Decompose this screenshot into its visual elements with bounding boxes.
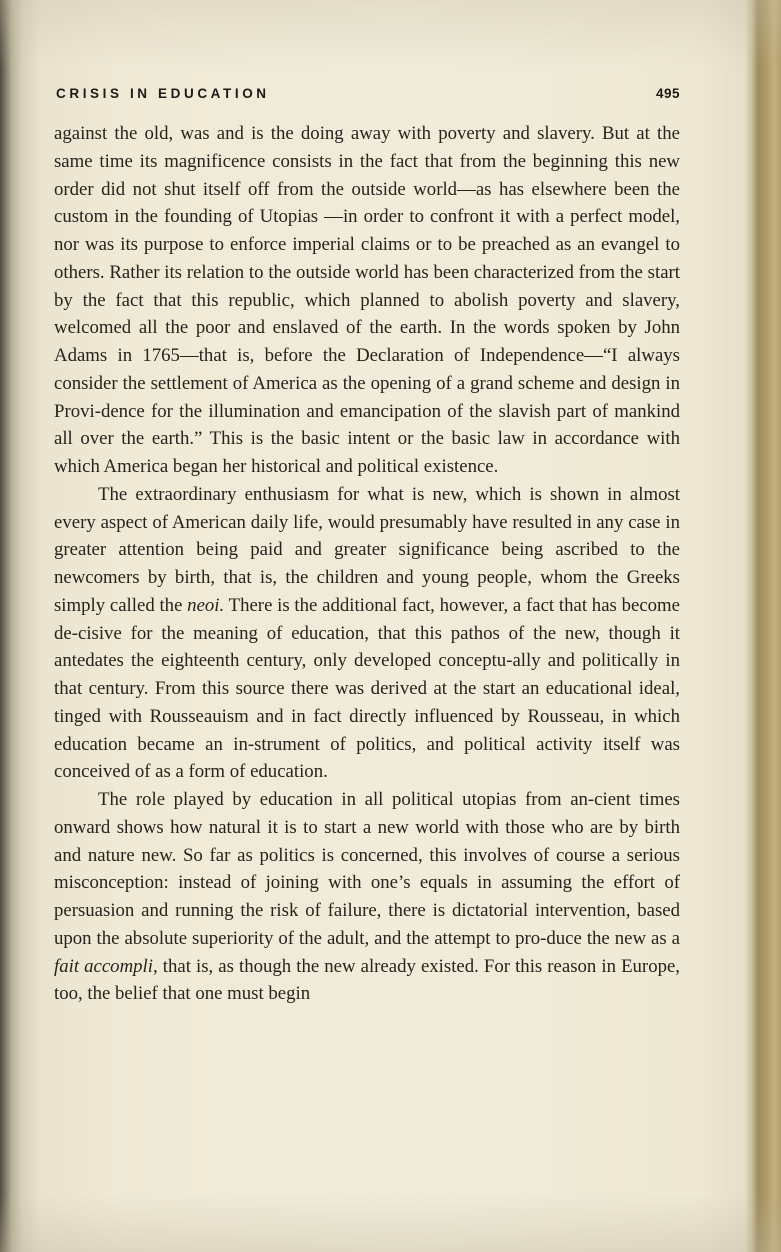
body-text [54, 120, 680, 1008]
paragraph-3-text-end: that is, as though the new already existed. For this reason in Europe, too, the belief that one must begin [54, 955, 681, 1005]
paragraph-3 [54, 786, 680, 1008]
paragraph-2-text-end: There is the additional fact, however, a fact that has become de-cisive for the meaning of education, that this pathos of the new, though it antedates the eighteenth century, only developed conceptu-ally and politically in that century. From this source there was derived at the start an educational ideal, tinged with Rousseauism and in fact directly influenced by Rousseau, in which education became an in-strument of politics, and political activity itself was conceived of as a form of education. [54, 594, 680, 783]
italic-term-neoi: neoi. [187, 594, 225, 616]
paragraph-1: against the old, was and is the doing away with poverty and slavery. But at the same time its magnificence consists in the fact that from the beginning this new order did not shut itself off from the outside world—as has elsewhere been the custom in the founding of Utopias —in order to confront it with a perfect model, nor was its purpose to enforce imperial claims or to be preached as an evangel to others. Rather its relation to the outside world has been characterized from the start by the fact that this republic, which planned to abolish poverty and slavery, welcomed all the poor and enslaved of the earth. In the words spoken by John Adams in 1765—that is, before the Declaration of Independence—“I always consider the settlement of America as the opening of a grand scheme and design in Provi-dence for the illumination and emancipation of the slavish part of mankind all over the earth.” This is the basic intent or the basic law in accordance with which America began her historical and political existence. [54, 123, 680, 477]
italic-term-fait-accompli: fait accompli, [54, 955, 158, 977]
paragraph-3-text-start: The role played by education in all political utopias from an-cient times onward shows how natural it is to start a new world with those who are by birth and nature new. So far as politics is concerned, this involves of course a serious misconception: instead of joining with one’s equals in assuming the effort of persuasion and running the risk of failure, there is dictatorial intervention, based upon the absolute superiority of the adult, and the attempt to pro-duce the new as a [54, 789, 680, 949]
page-number: 495 [655, 86, 680, 101]
running-head: CRISIS IN EDUCATION [56, 86, 270, 101]
page-header [56, 86, 684, 108]
paragraph-2 [54, 481, 680, 786]
paragraph-2-text-start: The extraordinary enthusiasm for what is new, which is shown in almost every aspect of American daily life, would presumably have resulted in any case in greater attention being paid and greater significance being ascribed to the newcomers by birth, that is, the children and young people, whom the Greeks simply called the [54, 483, 680, 616]
